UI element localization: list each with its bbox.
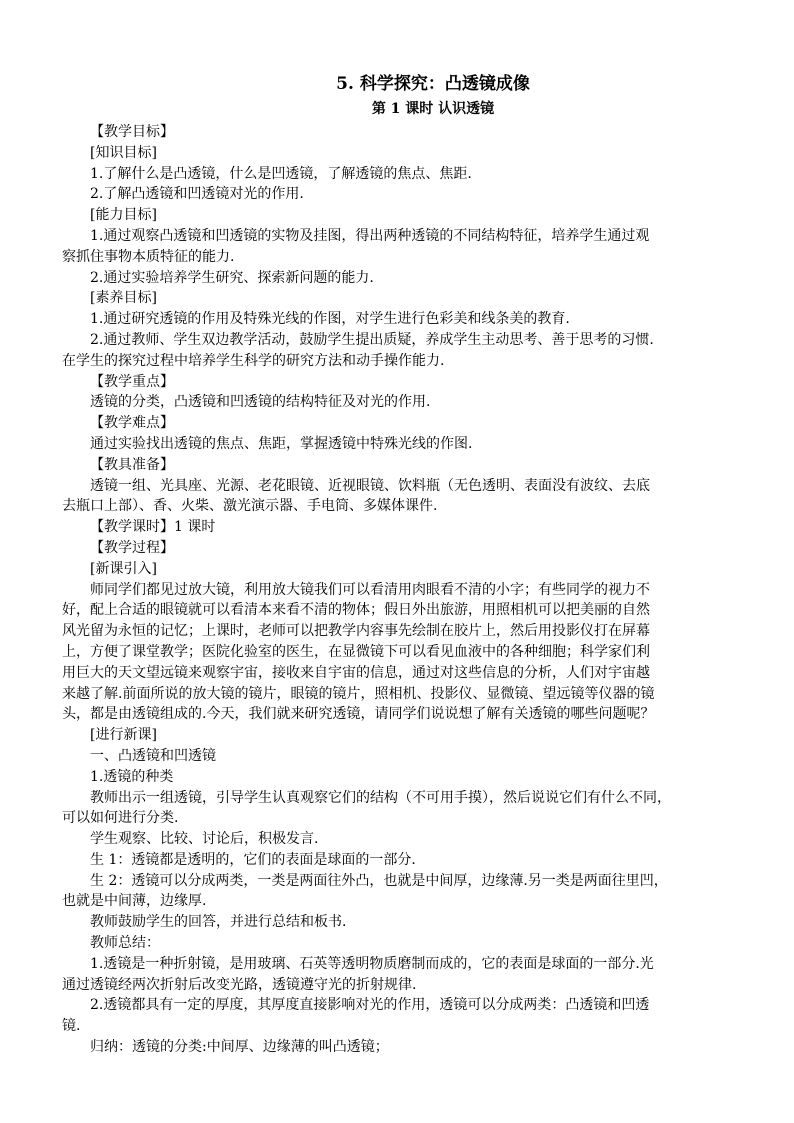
text-line: [新课引入] <box>90 560 157 577</box>
text-line: 2.通过实验培养学生研究、探索新问题的能力. <box>90 269 374 286</box>
text-line: 通过透镜经两次折射后改变光路，透镜遵守光的折射规律. <box>62 976 417 993</box>
document-page <box>62 70 734 1058</box>
text-line: 在学生的探究过程中培养学生科学的研究方法和动手操作能力. <box>62 352 445 369</box>
text-line: 上，方便了课堂教学；医院化验室的医生，在显微镜下可以看见血液中的各种细胞；科学家们利 <box>62 643 650 660</box>
text-line: 1.通过研究透镜的作用及特殊光线的作图，对学生进行色彩美和线条美的教育. <box>90 311 570 328</box>
text-line: 用巨大的天文望远镜来观察宇宙，接收来自宇宙的信息，通过对这些信息的分析，人们对宇宙越 <box>62 664 650 681</box>
text-line: 2.了解凸透镜和凹透镜对光的作用. <box>90 186 304 203</box>
text-line: 去瓶口上部）、香、火柴、激光演示器、手电筒、多媒体课件. <box>62 498 438 515</box>
text-line: 【教学过程】 <box>90 539 174 556</box>
text-line: 好，配上合适的眼镜就可以看清本来看不清的物体；假日外出旅游，用照相机可以把美丽的自然 <box>62 602 650 619</box>
text-line: [素养目标] <box>90 290 157 307</box>
text-line: 通过实验找出透镜的焦点、焦距，掌握透镜中特殊光线的作图. <box>90 435 473 452</box>
text-line: [能力目标] <box>90 207 157 224</box>
text-line: 【教具准备】 <box>90 456 174 473</box>
text-line: 1.透镜的种类 <box>90 768 174 785</box>
text-line: 2.通过教师、学生双边教学活动，鼓励学生提出质疑，养成学生主动思考、善于思考的习惯. <box>90 331 654 348</box>
text-line: 镜. <box>62 1018 81 1035</box>
text-line: 可以如何进行分类. <box>62 810 179 827</box>
text-line: 1.通过观察凸透镜和凹透镜的实物及挂图，得出两种透镜的不同结构特征，培养学生通过观 <box>90 227 650 244</box>
text-line: 学生观察、比较、讨论后，积极发言. <box>90 831 319 848</box>
text-line: 【教学难点】 <box>90 415 174 432</box>
text-line: 2.透镜都具有一定的厚度，其厚度直接影响对光的作用，透镜可以分成两类：凸透镜和凹透 <box>90 997 650 1014</box>
text-line: 【教学课时】1 课时 <box>90 519 216 536</box>
document-title: 5. 科学探究：凸透镜成像 <box>336 74 530 94</box>
text-line: 生 2：透镜可以分成两类，一类是两面往外凸，也就是中间厚，边缘薄.另一类是两面往里凹， <box>90 872 668 889</box>
text-line: 【教学重点】 <box>90 373 174 390</box>
text-line: 头，都是由透镜组成的.今天，我们就来研究透镜，请同学们说说想了解有关透镜的哪些问题呢？ <box>62 706 655 723</box>
text-line: 教师鼓励学生的回答，并进行总结和板书. <box>90 914 347 931</box>
text-line: 察抓住事物本质特征的能力. <box>62 248 235 265</box>
text-line: 透镜一组、光具座、光源、老花眼镜、近视眼镜、饮料瓶（无色透明、表面没有波纹、去底 <box>90 477 650 494</box>
text-line: 来越了解.前面所说的放大镜的镜片，眼镜的镜片，照相机、投影仪、显微镜、望远镜等仪器的镜 <box>62 685 655 702</box>
text-line: 风光留为永恒的记忆；上课时，老师可以把教学内容事先绘制在胶片上，然后用投影仪打在屏幕 <box>62 623 650 640</box>
text-line: 1.了解什么是凸透镜，什么是凹透镜，了解透镜的焦点、焦距. <box>90 165 472 182</box>
text-line: [知识目标] <box>90 144 157 161</box>
text-line: 1.透镜是一种折射镜，是用玻璃、石英等透明物质磨制而成的，它的表面是球面的一部分.光 <box>90 955 654 972</box>
text-line: 教师出示一组透镜，引导学生认真观察它们的结构（不可用手摸），然后说说它们有什么不同， <box>90 789 671 806</box>
text-line: 也就是中间薄，边缘厚. <box>62 893 207 910</box>
text-line: 【教学目标】 <box>90 124 174 140</box>
text-line: 透镜的分类，凸透镜和凹透镜的结构特征及对光的作用. <box>90 394 431 411</box>
text-line: 归纳：透镜的分类:中间厚、边缘薄的叫凸透镜； <box>90 1039 389 1056</box>
text-line: 生 1：透镜都是透明的，它们的表面是球面的一部分. <box>90 851 416 868</box>
text-line: 一、凸透镜和凹透镜 <box>90 747 216 764</box>
lesson-subtitle: 第 1 课时 认识透镜 <box>371 101 495 117</box>
text-line: [进行新课] <box>90 727 157 744</box>
document-body <box>62 122 734 1058</box>
text-line: 教师总结： <box>90 935 160 952</box>
text-line: 师同学们都见过放大镜，利用放大镜我们可以看清用肉眼看不清的小字；有些同学的视力不 <box>90 581 650 598</box>
